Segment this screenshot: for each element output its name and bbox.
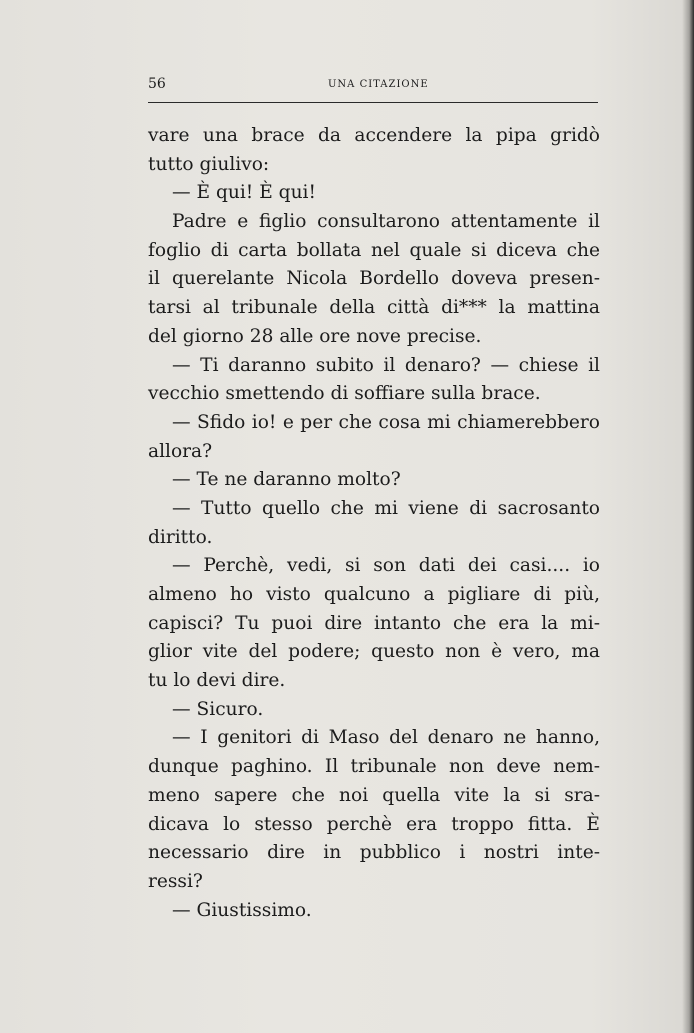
text-line: — Giustissimo. — [172, 899, 312, 921]
text-line: — Tutto quello che mi viene di sacrosanto — [172, 497, 600, 519]
text-line: vecchio smettendo di soffiare sulla brace. — [148, 383, 541, 405]
page-number: 56 — [148, 76, 166, 92]
page-header — [148, 76, 598, 96]
text-line: ressi? — [148, 870, 203, 892]
text-line: glior vite del podere; questo non è vero, ma — [148, 641, 600, 663]
text-line: almeno ho visto qualcuno a pigliare di più, — [148, 584, 600, 605]
text-line: dicava lo stesso perchè era troppo fitta. È — [148, 813, 600, 835]
text-line: meno sapere che noi quella vite la si sra- — [148, 784, 600, 806]
body-text — [148, 122, 600, 925]
text-line: — Te ne daranno molto? — [172, 469, 401, 491]
text-line: il querelante Nicola Bordello doveva presen- — [148, 268, 600, 290]
text-line: allora? — [148, 440, 213, 462]
text-line: capisci? Tu puoi dire intanto che era la mi- — [148, 612, 600, 634]
text-line: — Perchè, vedi, si son dati dei casi.... io — [172, 555, 600, 577]
text-line: — I genitori di Maso del denaro ne hanno, — [172, 727, 600, 749]
text-line: — Sfido io! e per che cosa mi chiamerebbero — [172, 411, 600, 433]
text-line: tu lo devi dire. — [148, 670, 286, 692]
text-line: tutto giulivo: — [148, 153, 270, 175]
text-line: tarsi al tribunale della città di*** la mattina — [148, 297, 600, 319]
running-title: UNA CITAZIONE — [328, 79, 429, 90]
text-line: foglio di carta bollata nel quale si diceva che — [148, 239, 600, 261]
book-spine-shadow — [682, 0, 694, 1033]
header-rule — [148, 102, 598, 103]
text-line: vare una brace da accendere la pipa gridò — [148, 125, 600, 146]
text-line: Padre e figlio consultarono attentamente il — [172, 211, 600, 233]
text-line: necessario dire in pubblico i nostri inte- — [148, 842, 600, 864]
text-line: — È qui! È qui! — [172, 182, 316, 204]
text-line: — Sicuro. — [172, 698, 264, 720]
text-line: — Ti daranno subito il denaro? — chiese il — [172, 354, 600, 376]
text-line: dunque paghino. Il tribunale non deve nem- — [148, 756, 600, 778]
text-line: del giorno 28 alle ore nove precise. — [148, 325, 482, 347]
text-line: diritto. — [148, 526, 213, 548]
